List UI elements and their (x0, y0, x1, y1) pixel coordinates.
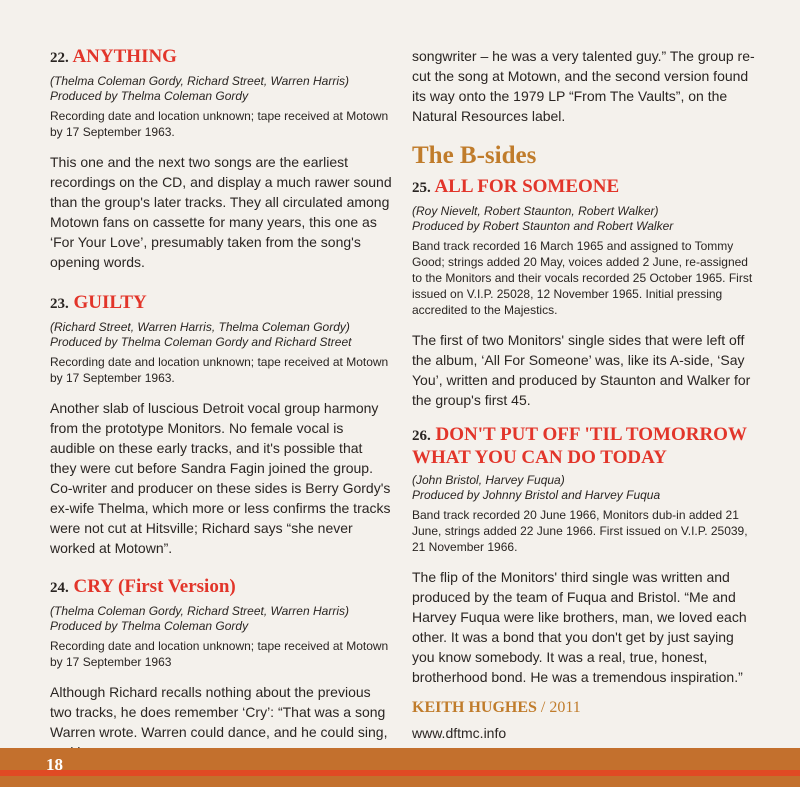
continued-notes: songwriter – he was a very talented guy.” The group re-cut the song at Motown, and the second version found its way onto the 1979 LP “From The Vaults”, on the Natural Resources label. (412, 48, 755, 124)
recording-info: Band track recorded 16 March 1965 and assigned to Tommy Good; strings added 20 May, voices added 2 June, re-assigned to the Monitors and their vocals recorded 25 October 1965. First issued on V.I.P. 25028, 12 November 1965. Initial pressing accredited to the Majestics. (412, 239, 753, 317)
track-24 (50, 576, 392, 762)
producer-credits: Produced by Thelma Coleman Gordy and Richard Street (50, 335, 352, 349)
track-number: 23. (50, 296, 69, 312)
producer-credits: Produced by Thelma Coleman Gordy (50, 619, 249, 633)
writer-credits: (Thelma Coleman Gordy, Richard Street, Warren Harris) (50, 604, 349, 618)
track-number: 26. (412, 428, 431, 444)
left-column (50, 46, 392, 762)
track-26 (412, 424, 758, 687)
track-title: ALL FOR SOMEONE (434, 176, 620, 197)
writer-credits: (John Bristol, Harvey Fuqua) (412, 473, 565, 487)
signature-year: 2011 (549, 699, 581, 716)
track-notes: This one and the next two songs are the earliest recordings on the CD, and display a much rawer sound than the group's later tracks. They all circulated among Motown fans on cassette for many years, this one as ‘For Your Love’, presumably taken from the song's opening words. (50, 154, 392, 270)
track-25 (412, 176, 758, 410)
recording-info: Recording date and location unknown; tape received at Motown by 17 September 1963. (50, 109, 389, 139)
author-name: KEITH HUGHES (412, 699, 537, 716)
b-sides-heading: The B-sides (412, 142, 537, 169)
track-title: ANYTHING (72, 46, 177, 67)
track-number: 24. (50, 580, 69, 596)
author-signature (412, 699, 758, 717)
page-number: 18 (46, 755, 63, 774)
website-url: www.dftmc.info (412, 725, 507, 741)
signature-slash: / (536, 699, 550, 716)
track-heading (50, 46, 392, 69)
track-notes: The first of two Monitors' single sides that were left off the album, ‘All For Someone’ was, like its A-side, ‘Say You’, written and produced by Staunton and Walker for the group's first 45. (412, 332, 751, 408)
producer-credits: Produced by Johnny Bristol and Harvey Fuqua (412, 488, 661, 502)
track-23 (50, 292, 392, 558)
track-heading (50, 292, 392, 315)
recording-info: Recording date and location unknown; tape received at Motown by 17 September 1963. (50, 355, 389, 385)
track-title: GUILTY (73, 292, 147, 313)
track-heading (412, 176, 758, 199)
writer-credits: (Roy Nievelt, Robert Staunton, Robert Walker) (412, 204, 659, 218)
producer-credits: Produced by Robert Staunton and Robert Walker (412, 219, 674, 233)
track-heading (412, 424, 758, 468)
track-title: CRY (First Version) (73, 576, 236, 597)
recording-info: Recording date and location unknown; tape received at Motown by 17 September 1963 (50, 639, 389, 669)
track-title: DON'T PUT OFF 'TIL TOMORROW WHAT YOU CAN DO TODAY (412, 424, 747, 468)
track-notes: Another slab of luscious Detroit vocal group harmony from the prototype Monitors. No female vocal is audible on these early tracks, and it's possible that they were cut before Sandra Fagin joined the group. Co-writer and producer on these sides is Berry Gordy's ex-wife Thelma, which more or less confirms the tracks were not cut at Hitsville; Richard says “she never worked at Motown”. (50, 400, 391, 556)
footer-band (0, 748, 800, 787)
recording-info: Band track recorded 20 June 1966, Monitors dub-in added 21 June, strings added 22 June 1966. First issued on V.I.P. 25039, 21 November 1966. (412, 508, 748, 554)
track-22 (50, 46, 392, 272)
producer-credits: Produced by Thelma Coleman Gordy (50, 89, 249, 103)
right-column (412, 46, 758, 741)
track-number: 22. (50, 50, 69, 66)
track-heading (50, 576, 392, 599)
writer-credits: (Richard Street, Warren Harris, Thelma Coleman Gordy) (50, 320, 350, 334)
writer-credits: (Thelma Coleman Gordy, Richard Street, Warren Harris) (50, 74, 349, 88)
track-notes: The flip of the Monitors' third single was written and produced by the team of Fuqua and Bristol. “Me and Harvey Fuqua were like brothers, man, we loved each other. It was a bond that you don't get by just saying you know somebody. It was a real, true, honest, brotherhood bond. He was a tremendous inspiration.” (412, 569, 747, 685)
footer-stripe (0, 770, 800, 776)
track-number: 25. (412, 180, 431, 196)
track-notes: Although Richard recalls nothing about the previous two tracks, he does remember ‘Cry’: “That was a song Warren wrote. Warren could dance, and he could sing, (50, 684, 388, 740)
